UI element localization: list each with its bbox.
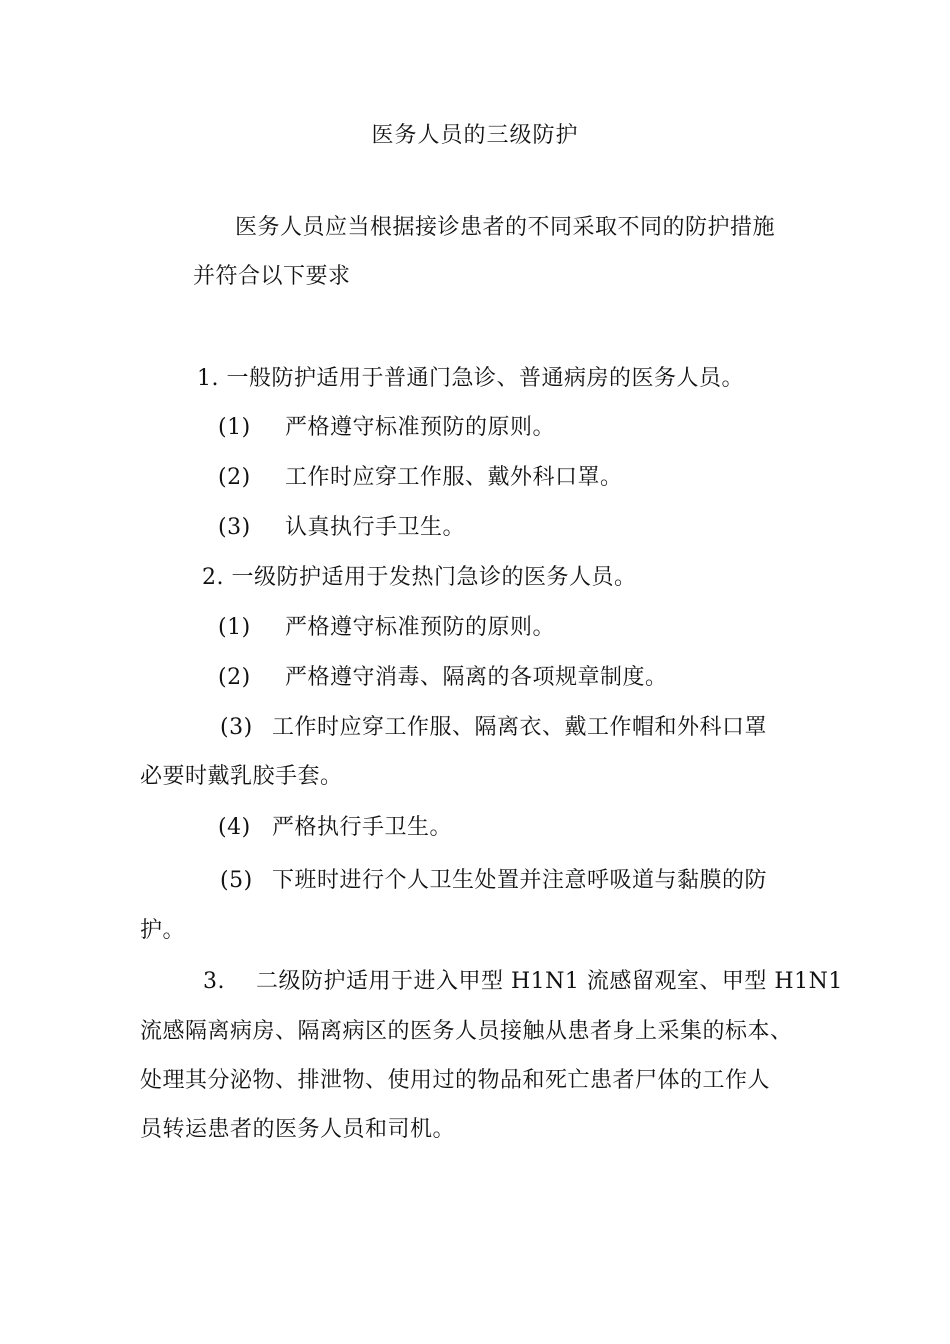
section-2-item-2-num: (2) — [218, 665, 251, 690]
intro-line-2: 并符合以下要求 — [193, 264, 351, 289]
section-3-line-3: 处理其分泌物、排泄物、使用过的物品和死亡患者尸体的工作人 — [140, 1068, 771, 1093]
intro-line-1: 医务人员应当根据接诊患者的不同采取不同的防护措施 — [235, 215, 776, 240]
section-3-line-4: 员转运患者的医务人员和司机。 — [140, 1117, 456, 1142]
section-1-item-1-num: (1) — [218, 415, 251, 440]
section-2-item-3-continuation: 必要时戴乳胶手套。 — [140, 764, 343, 789]
section-1-item-3-num: (3) — [218, 515, 251, 540]
section-3-line-2: 流感隔离病房、隔离病区的医务人员接触从患者身上采集的标本、 — [140, 1019, 793, 1044]
document-title: 医务人员的三级防护 — [371, 123, 579, 148]
section-3-line-1: 二级防护适用于进入甲型 H1N1 流感留观室、甲型 H1N1 — [256, 969, 843, 994]
section-2-item-2-text: 严格遵守消毒、隔离的各项规章制度。 — [285, 665, 668, 690]
section-1-item-2-text: 工作时应穿工作服、戴外科口罩。 — [285, 465, 623, 490]
section-1-item-3-text: 认真执行手卫生。 — [285, 515, 466, 540]
section-2-item-3-num: (3) — [220, 715, 253, 740]
section-3-num: 3. — [203, 969, 225, 994]
section-2-item-1-text: 严格遵守标准预防的原则。 — [285, 615, 556, 640]
section-2-item-5-continuation: 护。 — [140, 918, 186, 943]
section-2-item-3-text: 工作时应穿工作服、隔离衣、戴工作帽和外科口罩 — [272, 715, 768, 740]
section-1-heading: 1. 一般防护适用于普通门急诊、普通病房的医务人员。 — [197, 366, 744, 391]
section-2-heading: 2. 一级防护适用于发热门急诊的医务人员。 — [202, 565, 637, 590]
section-1-item-2-num: (2) — [218, 465, 251, 490]
section-1-item-1-text: 严格遵守标准预防的原则。 — [285, 415, 556, 440]
section-2-item-4-num: (4) — [218, 815, 251, 840]
section-2-item-1-num: (1) — [218, 615, 251, 640]
section-2-item-5-text: 下班时进行个人卫生处置并注意呼吸道与黏膜的防 — [272, 868, 768, 893]
section-2-item-4-text: 严格执行手卫生。 — [272, 815, 453, 840]
section-2-item-5-num: (5) — [220, 868, 253, 893]
